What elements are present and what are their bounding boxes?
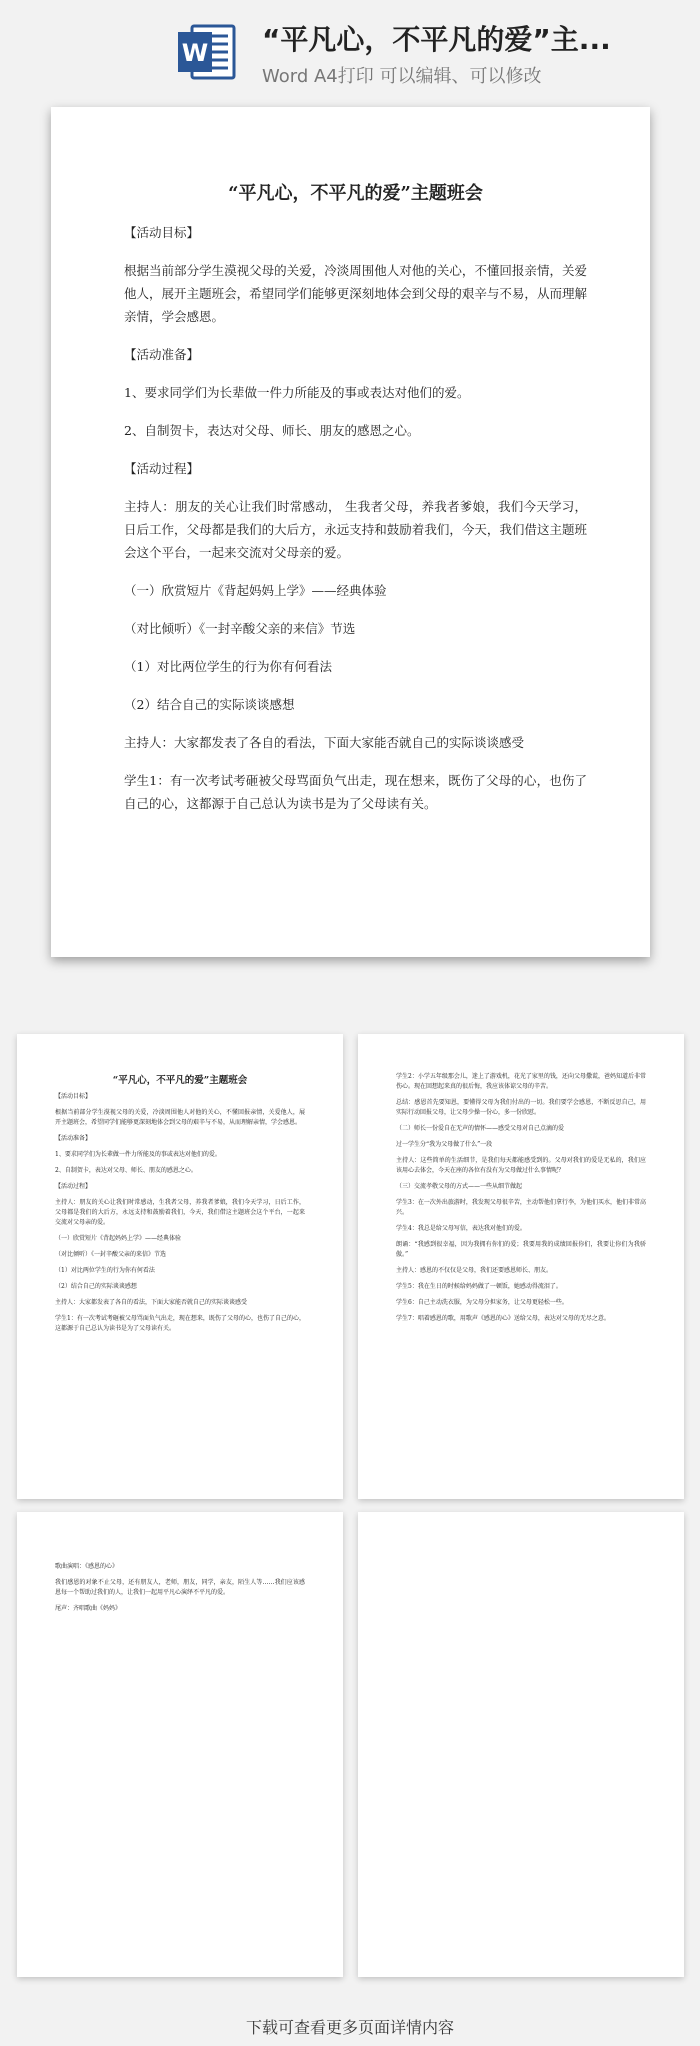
thumbnail-paragraph: 学生1：有一次考试考砸被父母骂面负气出走，现在想来，既伤了父母的心，也伤了自己的心，这都源于自己总认为读书是为了父母读有关。 bbox=[55, 1315, 305, 1332]
thumbnail-paragraph: 主持人：大家都发表了各自的看法，下面大家能否就自己的实际谈谈感受 bbox=[55, 1299, 248, 1306]
paragraph: 【活动准备】 bbox=[124, 347, 200, 362]
thumbnail-paragraph: （对比倾听）《一封辛酸父亲的来信》节选 bbox=[55, 1251, 167, 1258]
thumbnail-paragraph: 【活动准备】 bbox=[55, 1135, 92, 1142]
page-title: “平凡心，不平凡的爱”主题班会 bbox=[228, 183, 483, 204]
document-title: “平凡心，不平凡的爱”主... bbox=[262, 23, 611, 56]
svg-text:W: W bbox=[181, 39, 209, 67]
main-page-content bbox=[124, 181, 587, 830]
page-thumbnail-1[interactable] bbox=[17, 1034, 343, 1499]
paragraph: （一）欣赏短片《背起妈妈上学》——经典体验 bbox=[124, 583, 387, 598]
thumbnail-paragraph: （2）结合自己的实际谈谈感想 bbox=[55, 1283, 137, 1290]
thumbnail-paragraph: 学生6：自己主动洗衣服，为父母分担家务，让父母更轻松一些。 bbox=[396, 1299, 568, 1306]
thumbnail-paragraph: （三）交流孝敬父母的方式——一些从细节做起 bbox=[396, 1183, 523, 1190]
document-subtitle: Word A4打印 可以编辑、可以修改 bbox=[262, 66, 542, 87]
thumbnail-paragraph: 过一学生分“我为父母做了什么”一段 bbox=[396, 1141, 493, 1148]
thumbnail-paragraph: 主持人：感恩的不仅仅是父母，我们还要感恩师长、朋友。 bbox=[396, 1267, 553, 1274]
page-thumbnail-3[interactable] bbox=[17, 1512, 343, 1977]
paragraph: （对比倾听）《一封辛酸父亲的来信》节选 bbox=[124, 621, 356, 636]
word-icon bbox=[174, 20, 238, 84]
thumbnail-paragraph: 【活动过程】 bbox=[55, 1183, 92, 1190]
thumbnail-paragraph: （一）欣赏短片《背起妈妈上学》——经典体验 bbox=[55, 1235, 182, 1242]
thumbnail-paragraph: 朗诵：“我感到很幸福，因为我拥有你们的爱；我要用我的成绩回报你们，我要让你们为我骄傲。” bbox=[396, 1241, 646, 1258]
thumbnail-paragraph: 总结：感恩首先要知恩，要懂得父母为我们付出的一切。我们要学会感恩，不断反思自己，用实际行动回报父母，让父母少操一份心，多一份欣慰。 bbox=[396, 1099, 646, 1116]
thumbnail-paragraph: 1、要求同学们为长辈做一件力所能及的事或表达对他们的爱。 bbox=[55, 1151, 221, 1158]
paragraph: （2）结合自己的实际谈谈感想 bbox=[124, 697, 295, 712]
page-thumbnail-2[interactable] bbox=[358, 1034, 684, 1499]
more-pages-link[interactable]: 下载可查看更多页面详情内容 bbox=[245, 2018, 454, 2037]
thumbnail-paragraph: 歌曲演唱：《感恩的心》 bbox=[55, 1563, 119, 1570]
paragraph: 【活动过程】 bbox=[124, 461, 200, 476]
thumbnail-paragraph: 主持人：这些简单的生活细节，是我们每天都能感受到的。父母对我们的爱是无私的，我们应该用心去体会，今天在座的各位有没有为父母做过什么事情呢？ bbox=[396, 1157, 646, 1174]
paragraph: 2、自制贺卡，表达对父母、师长、朋友的感恩之心。 bbox=[124, 423, 420, 438]
thumbnail-paragraph: （二）师长一份爱自在无声的情怀——感受父母对自己点滴的爱 bbox=[396, 1125, 565, 1132]
paragraph: 根据当前部分学生漠视父母的关爱，冷淡周围他人对他的关心，不懂回报亲情，关爱他人，展开主题班会，希望同学们能够更深刻地体会到父母的艰辛与不易，从而理解亲情，学会感恩。 bbox=[124, 263, 587, 324]
paragraph: （1）对比两位学生的行为你有何看法 bbox=[124, 659, 332, 674]
thumbnail-paragraph: 主持人：朋友的关心让我们时常感动，生我者父母，养我者爹娘，我们今天学习，日后工作，父母都是我们的大后方，永远支持和鼓励着我们，今天，我们借这主题班会这个平台，一起来交流对父母亲的爱。 bbox=[55, 1199, 305, 1226]
thumbnail-paragraph: （1）对比两位学生的行为你有何看法 bbox=[55, 1267, 155, 1274]
thumbnail-title: “平凡心，不平凡的爱”主题班会 bbox=[112, 1075, 248, 1086]
paragraph: 学生1：有一次考试考砸被父母骂面负气出走，现在想来，既伤了父母的心，也伤了自己的心，这都源于自己总认为读书是为了父母读有关。 bbox=[124, 773, 587, 811]
paragraph: 主持人：大家都发表了各自的看法，下面大家能否就自己的实际谈谈感受 bbox=[124, 735, 525, 750]
paragraph: 1、要求同学们为长辈做一件力所能及的事或表达对他们的爱。 bbox=[124, 385, 470, 400]
thumbnail-paragraph: 尾声：齐唱歌曲《妈妈》 bbox=[55, 1605, 122, 1612]
page-thumbnail-4[interactable] bbox=[358, 1512, 684, 1977]
thumbnail-paragraph: 我们感恩的对象不止父母，还有朋友人，老师，朋友，同学，亲友，陌生人等……我们应该感恩每一个帮助过我们的人，让我们一起用平凡心演绎不平凡的爱。 bbox=[55, 1579, 305, 1596]
paragraph: 【活动目标】 bbox=[124, 225, 200, 240]
thumbnail-paragraph: 2、自制贺卡，表达对父母、师长、朋友的感恩之心。 bbox=[55, 1167, 197, 1174]
paragraph: 主持人：朋友的关心让我们时常感动， 生我者父母，养我者爹娘，我们今天学习，日后工作，父母都是我们的大后方，永远支持和鼓励着我们，今天，我们借这主题班会这个平台，一起来交流对父母亲的爱。 bbox=[124, 499, 587, 560]
header bbox=[0, 0, 700, 95]
thumbnail-paragraph: 根据当前部分学生漠视父母的关爱，冷淡周围他人对他的关心，不懂回报亲情，关爱他人，展开主题班会，希望同学们能够更深刻地体会到父母的艰辛与不易，从而理解亲情，学会感恩。 bbox=[55, 1109, 305, 1126]
thumbnail-paragraph: 学生4：我总是给父母写信，表达我对他们的爱。 bbox=[396, 1225, 526, 1232]
thumbnail-paragraph: 学生7：唱着感恩的歌，用歌声《感恩的心》送给父母，表达对父母的无尽之意。 bbox=[396, 1315, 610, 1322]
thumbnail-paragraph: 学生2：小学五年级那会儿，迷上了游戏机，花光了家里的钱，还向父母撒谎，爸妈知道后非常伤心。现在回想起来真的很后悔，我应该体谅父母的辛苦。 bbox=[396, 1073, 646, 1090]
main-page-preview bbox=[51, 107, 650, 957]
thumbnail-paragraph: 学生3：在一次外出旅游时，我发现父母很辛苦，主动帮他们拿行李，为他们买水，他们非常高兴。 bbox=[396, 1199, 646, 1216]
thumbnail-paragraph: 【活动目标】 bbox=[55, 1093, 92, 1100]
thumbnail-paragraph: 学生5：我在生日的时候给妈妈做了一顿饭，她感动得流泪了。 bbox=[396, 1283, 562, 1290]
